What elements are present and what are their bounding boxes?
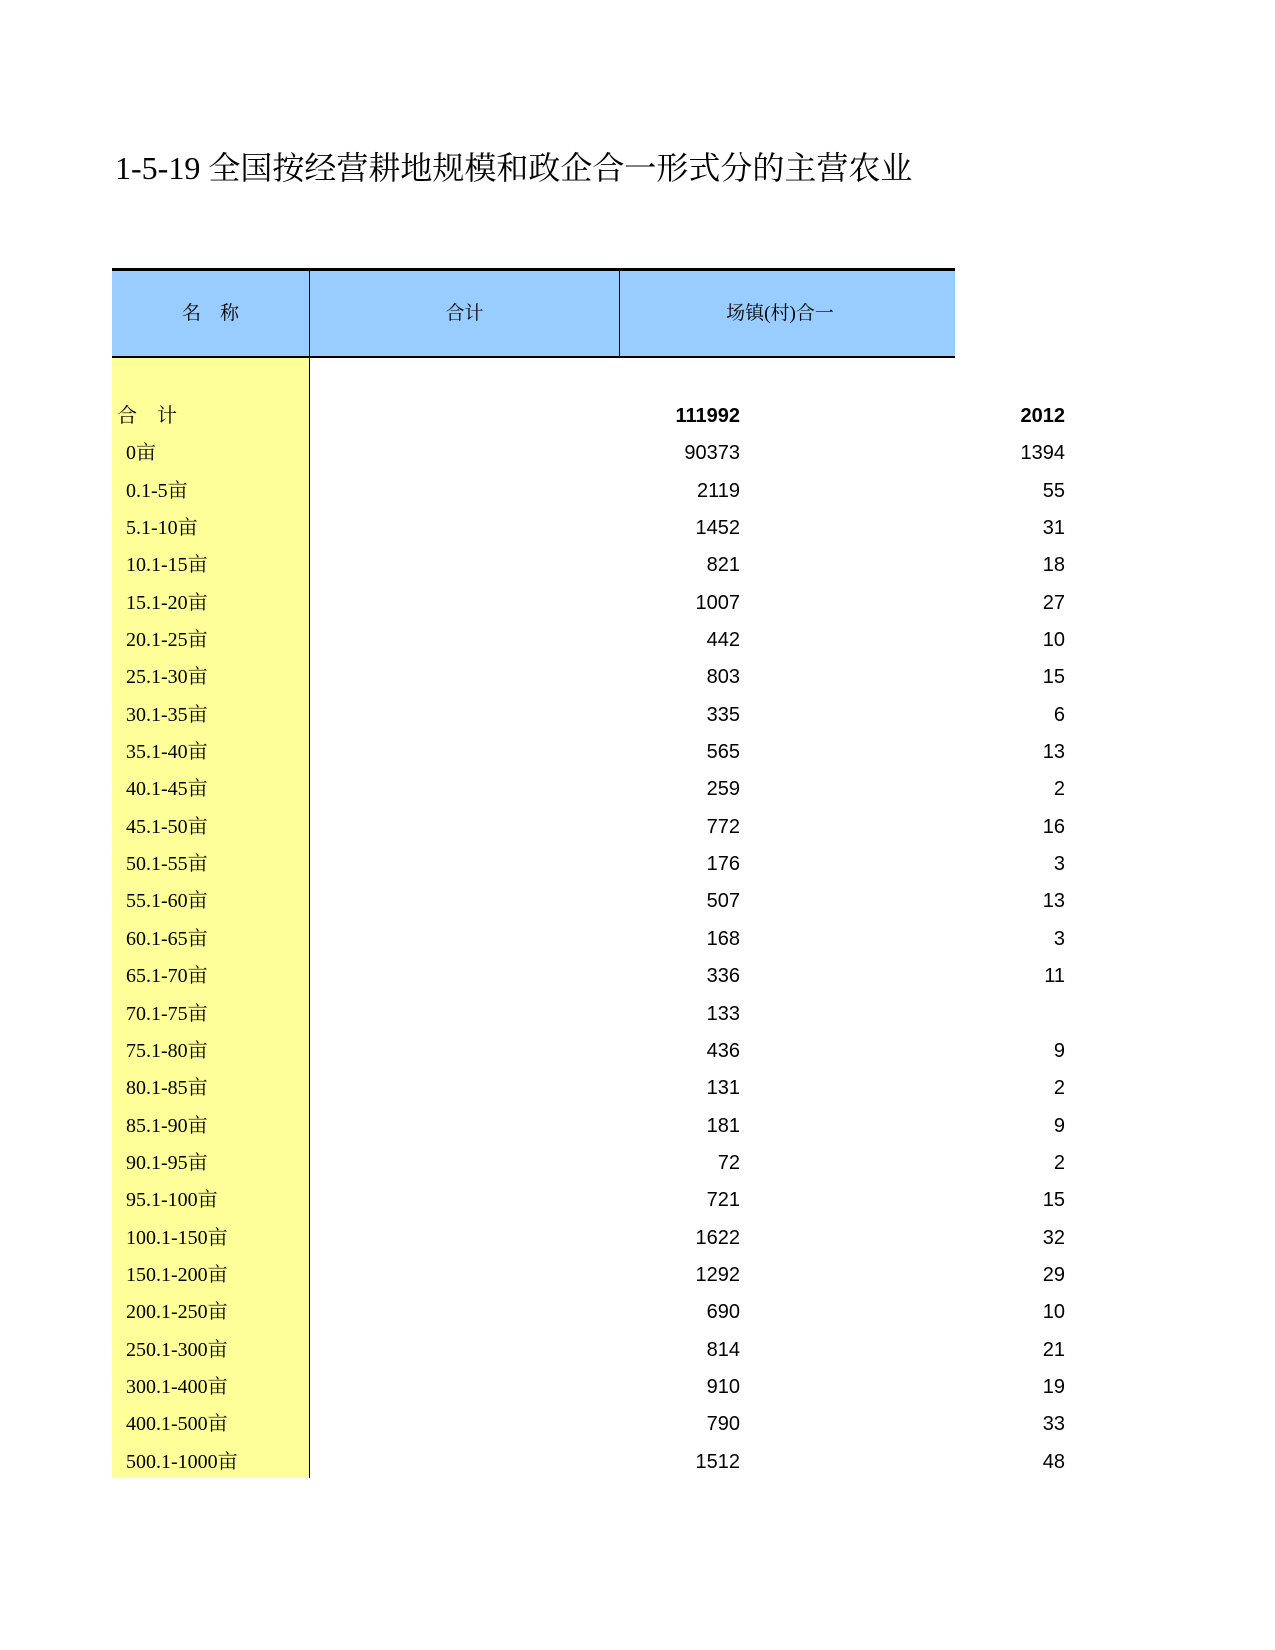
cell-total: 772 bbox=[706, 815, 740, 838]
table-row bbox=[112, 883, 1065, 920]
row-name: 45.1-50亩 bbox=[126, 815, 208, 838]
row-name: 90.1-95亩 bbox=[126, 1151, 208, 1174]
row-name: 60.1-65亩 bbox=[126, 927, 208, 950]
row-name: 0.1-5亩 bbox=[126, 479, 188, 502]
row-name: 85.1-90亩 bbox=[126, 1114, 208, 1137]
row-name: 5.1-10亩 bbox=[126, 517, 198, 540]
cell-town-village: 9 bbox=[1053, 1039, 1065, 1062]
cell-town-village: 32 bbox=[1042, 1226, 1065, 1249]
cell-total: 821 bbox=[706, 554, 740, 577]
cell-total: 336 bbox=[706, 965, 740, 988]
cell-town-village: 3 bbox=[1053, 853, 1065, 876]
cell-town-village: 13 bbox=[1042, 741, 1065, 764]
table-row bbox=[112, 585, 1065, 622]
cell-total: 507 bbox=[706, 890, 740, 913]
cell-total: 721 bbox=[706, 1189, 740, 1212]
table-row bbox=[112, 510, 1065, 547]
cell-town-village: 13 bbox=[1042, 890, 1065, 913]
row-name: 50.1-55亩 bbox=[126, 853, 208, 876]
row-name: 70.1-75亩 bbox=[126, 1002, 208, 1025]
cell-town-village: 10 bbox=[1042, 629, 1065, 652]
row-name: 15.1-20亩 bbox=[126, 591, 208, 614]
cell-town-village: 15 bbox=[1042, 1189, 1065, 1212]
page-title: 1-5-19 全国按经营耕地规模和政企合一形式分的主营农业 bbox=[115, 150, 913, 186]
cell-total: 803 bbox=[706, 666, 740, 689]
cell-town-village: 31 bbox=[1042, 517, 1065, 540]
table-row bbox=[112, 958, 1065, 995]
table-row bbox=[112, 809, 1065, 846]
table-row bbox=[112, 771, 1065, 808]
cell-total: 2119 bbox=[696, 479, 740, 502]
table-header bbox=[112, 268, 955, 358]
row-name: 合 计 bbox=[117, 405, 177, 427]
cell-town-village: 16 bbox=[1042, 815, 1065, 838]
cell-total: 259 bbox=[706, 778, 740, 801]
cell-total: 133 bbox=[706, 1002, 740, 1025]
cell-total: 72 bbox=[717, 1151, 740, 1174]
table-row bbox=[112, 1257, 1065, 1294]
cell-town-village: 48 bbox=[1042, 1450, 1065, 1473]
cell-total: 690 bbox=[706, 1301, 740, 1324]
statistics-table bbox=[112, 268, 1065, 1478]
row-name: 30.1-35亩 bbox=[126, 703, 208, 726]
cell-town-village: 2 bbox=[1053, 778, 1065, 801]
row-name: 300.1-400亩 bbox=[126, 1375, 228, 1398]
cell-total: 111992 bbox=[675, 405, 740, 427]
table-row bbox=[112, 1332, 1065, 1369]
cell-total: 814 bbox=[706, 1338, 740, 1361]
cell-town-village: 2 bbox=[1053, 1151, 1065, 1174]
cell-town-village: 33 bbox=[1042, 1413, 1065, 1436]
table-row-total bbox=[112, 398, 1065, 435]
cell-town-village: 21 bbox=[1042, 1338, 1065, 1361]
table-row bbox=[112, 1145, 1065, 1182]
cell-town-village: 2012 bbox=[1020, 405, 1065, 427]
cell-total: 1007 bbox=[695, 591, 740, 614]
table-row bbox=[112, 1294, 1065, 1331]
table-row bbox=[112, 1444, 1065, 1481]
table-row bbox=[112, 473, 1065, 510]
row-name: 10.1-15亩 bbox=[126, 554, 208, 577]
cell-town-village: 11 bbox=[1044, 965, 1065, 988]
cell-total: 1292 bbox=[695, 1263, 740, 1286]
table-row bbox=[112, 734, 1065, 771]
table-row bbox=[112, 1182, 1065, 1219]
cell-town-village: 19 bbox=[1042, 1375, 1065, 1398]
table-row bbox=[112, 1369, 1065, 1406]
table-row bbox=[112, 622, 1065, 659]
column-header-name: 名 称 bbox=[181, 303, 239, 324]
cell-town-village: 15 bbox=[1042, 666, 1065, 689]
table-row bbox=[112, 846, 1065, 883]
row-name: 400.1-500亩 bbox=[126, 1413, 228, 1436]
row-name: 150.1-200亩 bbox=[126, 1263, 228, 1286]
row-name: 20.1-25亩 bbox=[126, 629, 208, 652]
table-row bbox=[112, 1033, 1065, 1070]
cell-town-village: 18 bbox=[1042, 554, 1065, 577]
cell-town-village: 6 bbox=[1053, 703, 1065, 726]
row-name: 250.1-300亩 bbox=[126, 1338, 228, 1361]
cell-total: 790 bbox=[706, 1413, 740, 1436]
row-name: 95.1-100亩 bbox=[126, 1189, 218, 1212]
cell-town-village: 10 bbox=[1042, 1301, 1065, 1324]
cell-town-village: 2 bbox=[1053, 1077, 1065, 1100]
table-row bbox=[112, 435, 1065, 472]
row-name: 0亩 bbox=[126, 442, 156, 465]
cell-total: 90373 bbox=[684, 442, 740, 465]
cell-total: 1622 bbox=[695, 1226, 740, 1249]
column-header-town-village: 场镇(村)合一 bbox=[726, 303, 834, 324]
cell-total: 176 bbox=[706, 853, 740, 876]
cell-total: 1512 bbox=[695, 1450, 740, 1473]
cell-total: 335 bbox=[706, 703, 740, 726]
cell-total: 436 bbox=[706, 1039, 740, 1062]
cell-total: 181 bbox=[706, 1114, 740, 1137]
table-row bbox=[112, 1220, 1065, 1257]
cell-town-village: 29 bbox=[1042, 1263, 1065, 1286]
table-row bbox=[112, 921, 1065, 958]
row-name: 200.1-250亩 bbox=[126, 1301, 228, 1324]
table-row bbox=[112, 1070, 1065, 1107]
cell-town-village bbox=[752, 996, 1065, 1033]
row-name: 35.1-40亩 bbox=[126, 741, 208, 764]
row-name: 25.1-30亩 bbox=[126, 666, 208, 689]
row-name: 75.1-80亩 bbox=[126, 1039, 208, 1062]
table-row bbox=[112, 1108, 1065, 1145]
cell-total: 442 bbox=[706, 629, 740, 652]
cell-total: 131 bbox=[706, 1077, 740, 1100]
column-header-total: 合计 bbox=[445, 303, 484, 324]
table-row bbox=[112, 1406, 1065, 1443]
row-name: 100.1-150亩 bbox=[126, 1226, 228, 1249]
cell-total: 168 bbox=[706, 927, 740, 950]
row-name: 40.1-45亩 bbox=[126, 778, 208, 801]
row-name: 65.1-70亩 bbox=[126, 965, 208, 988]
cell-town-village: 55 bbox=[1042, 479, 1065, 502]
cell-town-village: 1394 bbox=[1020, 442, 1065, 465]
row-name: 500.1-1000亩 bbox=[126, 1450, 238, 1473]
cell-town-village: 3 bbox=[1053, 927, 1065, 950]
cell-total: 1452 bbox=[695, 517, 740, 540]
cell-town-village: 9 bbox=[1053, 1114, 1065, 1137]
table-row bbox=[112, 996, 955, 1033]
table-row bbox=[112, 547, 1065, 584]
row-name: 80.1-85亩 bbox=[126, 1077, 208, 1100]
cell-total: 565 bbox=[706, 741, 740, 764]
table-row bbox=[112, 697, 1065, 734]
table-row bbox=[112, 659, 1065, 696]
table-body bbox=[112, 398, 1065, 1481]
cell-town-village: 27 bbox=[1042, 591, 1065, 614]
cell-total: 910 bbox=[706, 1375, 740, 1398]
row-name: 55.1-60亩 bbox=[126, 890, 208, 913]
